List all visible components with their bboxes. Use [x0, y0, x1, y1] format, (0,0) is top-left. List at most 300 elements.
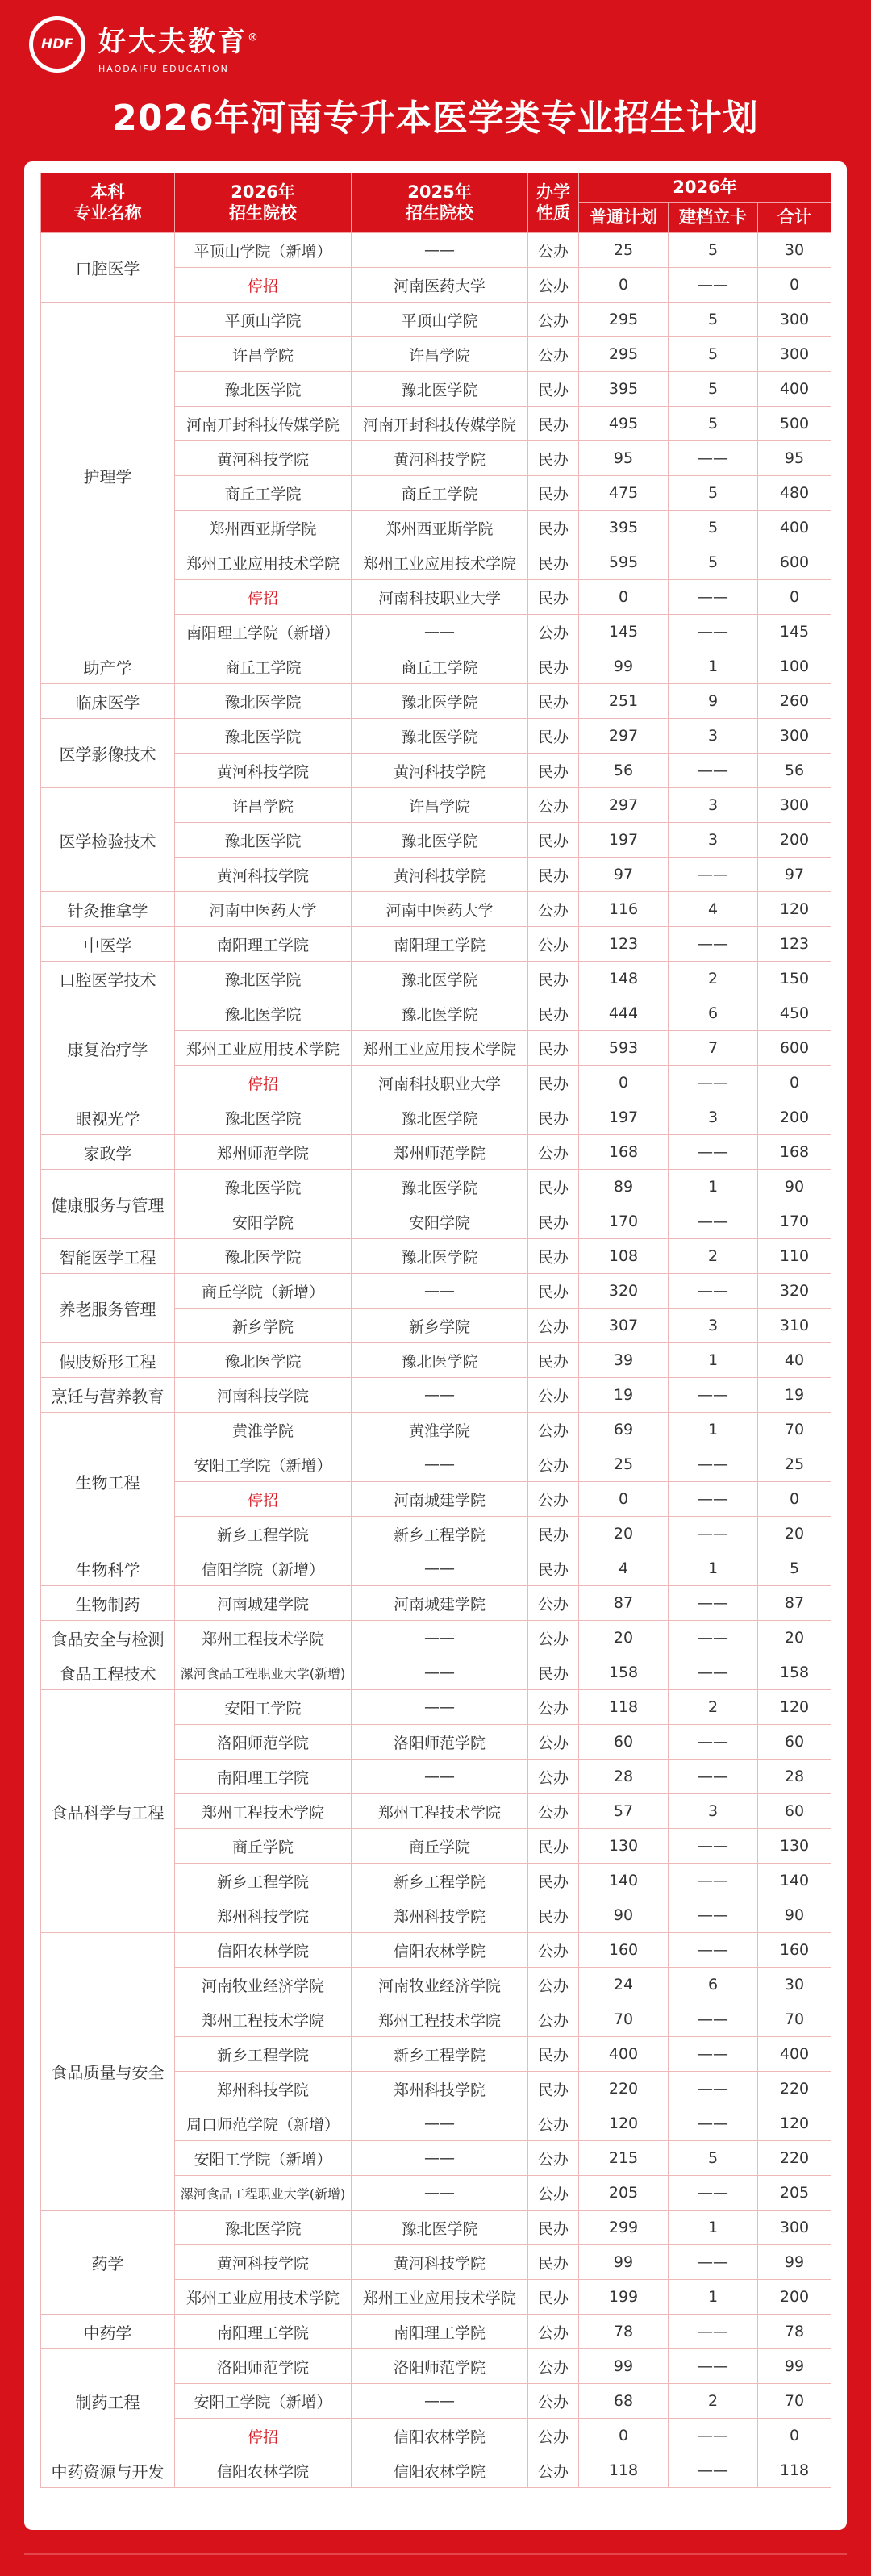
- cell-school-2025: 郑州西亚斯学院: [352, 511, 528, 545]
- cell-total: 200: [758, 823, 831, 858]
- cell-school-2025: ——: [352, 233, 528, 268]
- cell-major: 医学影像技术: [41, 719, 175, 788]
- cell-school-2026: 新乡学院: [175, 1309, 352, 1343]
- cell-jdlk: ——: [669, 1447, 758, 1482]
- cell-school-2026: 郑州工程技术学院: [175, 2002, 352, 2037]
- cell-plan: 205: [579, 2176, 669, 2211]
- cell-school-2026: 豫北医学院: [175, 719, 352, 754]
- cell-major: 中药资源与开发: [41, 2453, 175, 2488]
- cell-nature: 民办: [528, 1100, 579, 1135]
- cell-school-2026: 河南开封科技传媒学院: [175, 407, 352, 441]
- cell-total: 158: [758, 1655, 831, 1690]
- table-row: [41, 996, 831, 1031]
- cell-school-2026: 停招: [175, 268, 352, 303]
- cell-school-2025: ——: [352, 2384, 528, 2419]
- table-row: [41, 2453, 831, 2488]
- cell-total: 70: [758, 1413, 831, 1447]
- cell-school-2025: 豫北医学院: [352, 2211, 528, 2245]
- cell-school-2026: 停招: [175, 1066, 352, 1100]
- cell-school-2025: 黄河科技学院: [352, 2245, 528, 2280]
- header-school-2026-text: 2026年 招生院校: [229, 182, 297, 223]
- cell-total: 20: [758, 1517, 831, 1551]
- cell-nature: 民办: [528, 719, 579, 754]
- cell-total: 160: [758, 1933, 831, 1968]
- cell-total: 90: [758, 1898, 831, 1933]
- cell-major: 假肢矫形工程: [41, 1343, 175, 1378]
- cell-nature: 公办: [528, 2176, 579, 2211]
- cell-major: 智能医学工程: [41, 1239, 175, 1274]
- cell-jdlk: ——: [669, 2349, 758, 2384]
- cell-school-2025: 河南开封科技传媒学院: [352, 407, 528, 441]
- header-nature-text: 办学 性质: [536, 182, 570, 223]
- cell-jdlk: 5: [669, 372, 758, 407]
- cell-nature: 公办: [528, 1725, 579, 1760]
- cell-plan: 89: [579, 1170, 669, 1204]
- cell-school-2026: 商丘工学院: [175, 649, 352, 684]
- cell-school-2025: 河南科技职业大学: [352, 580, 528, 615]
- cell-nature: 民办: [528, 684, 579, 719]
- cell-school-2025: 新乡工程学院: [352, 2037, 528, 2072]
- table-row: [41, 1100, 831, 1135]
- cell-jdlk: ——: [669, 2106, 758, 2141]
- cell-plan: 168: [579, 1135, 669, 1170]
- cell-nature: 民办: [528, 1517, 579, 1551]
- cell-plan: 4: [579, 1551, 669, 1586]
- cell-jdlk: 2: [669, 1690, 758, 1725]
- cell-total: 95: [758, 441, 831, 476]
- cell-total: 300: [758, 303, 831, 337]
- cell-plan: 400: [579, 2037, 669, 2072]
- cell-total: 600: [758, 545, 831, 580]
- table-row: [41, 1586, 831, 1621]
- cell-nature: 民办: [528, 372, 579, 407]
- cell-school-2026: 豫北医学院: [175, 823, 352, 858]
- cell-total: 205: [758, 2176, 831, 2211]
- cell-nature: 公办: [528, 303, 579, 337]
- cell-total: 60: [758, 1794, 831, 1829]
- cell-nature: 公办: [528, 1309, 579, 1343]
- cell-major: 针灸推拿学: [41, 892, 175, 927]
- table-row: [41, 1621, 831, 1655]
- table-card: [24, 161, 847, 2530]
- cell-total: 0: [758, 580, 831, 615]
- cell-nature: 民办: [528, 545, 579, 580]
- cell-plan: 108: [579, 1239, 669, 1274]
- cell-school-2026: 许昌学院: [175, 337, 352, 372]
- cell-major: 生物科学: [41, 1551, 175, 1586]
- cell-nature: 民办: [528, 441, 579, 476]
- cell-plan: 444: [579, 996, 669, 1031]
- cell-major: 临床医学: [41, 684, 175, 719]
- table-row: [41, 1135, 831, 1170]
- header-group-2026: 2026年: [579, 173, 831, 203]
- cell-school-2026: 新乡工程学院: [175, 2037, 352, 2072]
- cell-total: 120: [758, 2106, 831, 2141]
- cell-jdlk: 1: [669, 2280, 758, 2315]
- cell-school-2026: 安阳工学院: [175, 1690, 352, 1725]
- cell-nature: 公办: [528, 892, 579, 927]
- cell-nature: 公办: [528, 1621, 579, 1655]
- cell-nature: 民办: [528, 823, 579, 858]
- cell-school-2025: ——: [352, 1655, 528, 1690]
- cell-school-2025: 河南牧业经济学院: [352, 1968, 528, 2002]
- cell-school-2025: ——: [352, 1760, 528, 1794]
- cell-total: 19: [758, 1378, 831, 1413]
- cell-school-2026: 新乡工程学院: [175, 1517, 352, 1551]
- cell-jdlk: ——: [669, 1864, 758, 1898]
- cell-jdlk: ——: [669, 1378, 758, 1413]
- cell-major: 生物制药: [41, 1586, 175, 1621]
- cell-jdlk: 1: [669, 2211, 758, 2245]
- cell-school-2025: 河南中医药大学: [352, 892, 528, 927]
- cell-school-2025: 安阳学院: [352, 1204, 528, 1239]
- cell-school-2026: 商丘工学院: [175, 476, 352, 511]
- cell-school-2025: 洛阳师范学院: [352, 1725, 528, 1760]
- cell-school-2025: 郑州工业应用技术学院: [352, 545, 528, 580]
- cell-school-2025: ——: [352, 1447, 528, 1482]
- cell-nature: 公办: [528, 788, 579, 823]
- cell-total: 0: [758, 1066, 831, 1100]
- cell-nature: 民办: [528, 407, 579, 441]
- cell-school-2026: 洛阳师范学院: [175, 2349, 352, 2384]
- cell-school-2025: 豫北医学院: [352, 684, 528, 719]
- cell-total: 30: [758, 1968, 831, 2002]
- cell-school-2025: 商丘工学院: [352, 649, 528, 684]
- cell-plan: 0: [579, 1482, 669, 1517]
- cell-nature: 公办: [528, 2141, 579, 2176]
- cell-total: 300: [758, 337, 831, 372]
- cell-school-2026: 漯河食品工程职业大学(新增): [175, 2176, 352, 2211]
- cell-school-2026: 郑州工业应用技术学院: [175, 2280, 352, 2315]
- cell-school-2026: 豫北医学院: [175, 996, 352, 1031]
- cell-jdlk: 5: [669, 303, 758, 337]
- cell-jdlk: ——: [669, 1135, 758, 1170]
- cell-plan: 475: [579, 476, 669, 511]
- header-nature: [528, 173, 579, 233]
- cell-school-2026: 河南科技学院: [175, 1378, 352, 1413]
- cell-jdlk: 3: [669, 1794, 758, 1829]
- cell-major: 护理学: [41, 303, 175, 649]
- cell-nature: 公办: [528, 2453, 579, 2488]
- cell-school-2026: 黄河科技学院: [175, 754, 352, 788]
- table-row: [41, 684, 831, 719]
- cell-jdlk: ——: [669, 2037, 758, 2072]
- cell-school-2026: 郑州工程技术学院: [175, 1794, 352, 1829]
- cell-nature: 公办: [528, 1794, 579, 1829]
- cell-jdlk: 1: [669, 1343, 758, 1378]
- footer-divider: [24, 2553, 847, 2555]
- cell-school-2025: 豫北医学院: [352, 1239, 528, 1274]
- cell-major: 健康服务与管理: [41, 1170, 175, 1239]
- cell-major: 助产学: [41, 649, 175, 684]
- cell-jdlk: 9: [669, 684, 758, 719]
- cell-school-2026: 郑州师范学院: [175, 1135, 352, 1170]
- cell-school-2026: 信阳农林学院: [175, 1933, 352, 1968]
- cell-school-2025: 河南医药大学: [352, 268, 528, 303]
- cell-jdlk: ——: [669, 1829, 758, 1864]
- cell-school-2026: 豫北医学院: [175, 1170, 352, 1204]
- cell-school-2026: 河南牧业经济学院: [175, 1968, 352, 2002]
- cell-major: 食品工程技术: [41, 1655, 175, 1690]
- cell-plan: 197: [579, 823, 669, 858]
- header: [0, 0, 871, 161]
- cell-jdlk: ——: [669, 441, 758, 476]
- cell-nature: 公办: [528, 2106, 579, 2141]
- table-body: [41, 233, 831, 2488]
- cell-jdlk: 3: [669, 719, 758, 754]
- cell-total: 0: [758, 1482, 831, 1517]
- cell-jdlk: 3: [669, 788, 758, 823]
- table-row: [41, 1551, 831, 1586]
- cell-plan: 95: [579, 441, 669, 476]
- cell-school-2026: 商丘学院（新增）: [175, 1274, 352, 1309]
- cell-plan: 116: [579, 892, 669, 927]
- cell-jdlk: 5: [669, 511, 758, 545]
- cell-major: 康复治疗学: [41, 996, 175, 1100]
- cell-school-2026: 黄淮学院: [175, 1413, 352, 1447]
- cell-school-2026: 黄河科技学院: [175, 441, 352, 476]
- table-row: [41, 1690, 831, 1725]
- cell-school-2025: 豫北医学院: [352, 1343, 528, 1378]
- cell-school-2026: 停招: [175, 1482, 352, 1517]
- cell-nature: 民办: [528, 1170, 579, 1204]
- cell-nature: 民办: [528, 476, 579, 511]
- cell-school-2026: 信阳学院（新增）: [175, 1551, 352, 1586]
- cell-school-2025: 郑州工程技术学院: [352, 2002, 528, 2037]
- cell-plan: 220: [579, 2072, 669, 2106]
- table-row: [41, 927, 831, 962]
- brand-en: HAODAIFU EDUCATION: [98, 64, 229, 74]
- cell-nature: 民办: [528, 1239, 579, 1274]
- cell-total: 300: [758, 2211, 831, 2245]
- cell-school-2025: 豫北医学院: [352, 1170, 528, 1204]
- cell-major: 中医学: [41, 927, 175, 962]
- cell-school-2026: 洛阳师范学院: [175, 1725, 352, 1760]
- table-row: [41, 2315, 831, 2349]
- cell-major: 食品质量与安全: [41, 1933, 175, 2211]
- cell-total: 20: [758, 1621, 831, 1655]
- cell-nature: 公办: [528, 2349, 579, 2384]
- cell-total: 600: [758, 1031, 831, 1066]
- cell-major: 医学检验技术: [41, 788, 175, 892]
- cell-plan: 395: [579, 511, 669, 545]
- cell-plan: 140: [579, 1864, 669, 1898]
- table-row: [41, 1274, 831, 1309]
- cell-school-2025: 黄淮学院: [352, 1413, 528, 1447]
- cell-school-2025: ——: [352, 1274, 528, 1309]
- cell-school-2025: 平顶山学院: [352, 303, 528, 337]
- cell-total: 30: [758, 233, 831, 268]
- cell-total: 260: [758, 684, 831, 719]
- cell-school-2025: 信阳农林学院: [352, 2419, 528, 2453]
- cell-school-2026: 豫北医学院: [175, 1239, 352, 1274]
- cell-school-2025: 豫北医学院: [352, 719, 528, 754]
- cell-school-2025: ——: [352, 1551, 528, 1586]
- table-row: [41, 719, 831, 754]
- cell-total: 78: [758, 2315, 831, 2349]
- header-jdlk: 建档立卡: [669, 203, 758, 233]
- cell-jdlk: 3: [669, 1100, 758, 1135]
- cell-plan: 118: [579, 2453, 669, 2488]
- table-header: [41, 173, 831, 233]
- cell-nature: 公办: [528, 2315, 579, 2349]
- cell-plan: 145: [579, 615, 669, 649]
- cell-plan: 99: [579, 649, 669, 684]
- cell-total: 400: [758, 372, 831, 407]
- cell-jdlk: 5: [669, 545, 758, 580]
- cell-jdlk: 2: [669, 2384, 758, 2419]
- cell-nature: 民办: [528, 1204, 579, 1239]
- cell-nature: 民办: [528, 1655, 579, 1690]
- brand-mark: ®: [248, 31, 260, 44]
- cell-school-2025: 黄河科技学院: [352, 858, 528, 892]
- cell-school-2025: 河南城建学院: [352, 1482, 528, 1517]
- cell-plan: 299: [579, 2211, 669, 2245]
- cell-school-2025: 郑州工程技术学院: [352, 1794, 528, 1829]
- table-row: [41, 1378, 831, 1413]
- cell-plan: 118: [579, 1690, 669, 1725]
- cell-jdlk: ——: [669, 858, 758, 892]
- cell-jdlk: ——: [669, 1066, 758, 1100]
- cell-nature: 民办: [528, 1864, 579, 1898]
- cell-plan: 593: [579, 1031, 669, 1066]
- cell-jdlk: 6: [669, 1968, 758, 2002]
- cell-jdlk: 6: [669, 996, 758, 1031]
- cell-school-2025: 河南城建学院: [352, 1586, 528, 1621]
- cell-plan: 20: [579, 1517, 669, 1551]
- cell-nature: 民办: [528, 2280, 579, 2315]
- cell-plan: 25: [579, 1447, 669, 1482]
- cell-jdlk: ——: [669, 1898, 758, 1933]
- cell-plan: 99: [579, 2349, 669, 2384]
- cell-school-2025: 商丘工学院: [352, 476, 528, 511]
- brand-name: 好大夫教育: [98, 26, 248, 58]
- cell-school-2026: 郑州工业应用技术学院: [175, 545, 352, 580]
- cell-jdlk: ——: [669, 927, 758, 962]
- cell-nature: 公办: [528, 2002, 579, 2037]
- cell-school-2025: 河南科技职业大学: [352, 1066, 528, 1100]
- cell-nature: 公办: [528, 337, 579, 372]
- cell-jdlk: ——: [669, 2002, 758, 2037]
- cell-nature: 公办: [528, 1586, 579, 1621]
- cell-total: 480: [758, 476, 831, 511]
- cell-jdlk: ——: [669, 1482, 758, 1517]
- brand: [98, 19, 260, 74]
- cell-total: 145: [758, 615, 831, 649]
- cell-jdlk: ——: [669, 1725, 758, 1760]
- cell-total: 168: [758, 1135, 831, 1170]
- cell-nature: 公办: [528, 1690, 579, 1725]
- cell-school-2025: 郑州师范学院: [352, 1135, 528, 1170]
- cell-school-2025: ——: [352, 1378, 528, 1413]
- table-row: [41, 1655, 831, 1690]
- cell-total: 90: [758, 1170, 831, 1204]
- table-row: [41, 1933, 831, 1968]
- cell-school-2026: 豫北医学院: [175, 962, 352, 996]
- cell-school-2025: 许昌学院: [352, 337, 528, 372]
- cell-jdlk: ——: [669, 1274, 758, 1309]
- cell-jdlk: 3: [669, 1309, 758, 1343]
- cell-plan: 70: [579, 2002, 669, 2037]
- cell-plan: 297: [579, 719, 669, 754]
- cell-plan: 19: [579, 1378, 669, 1413]
- cell-school-2025: 郑州工业应用技术学院: [352, 2280, 528, 2315]
- cell-school-2025: 豫北医学院: [352, 1100, 528, 1135]
- cell-plan: 123: [579, 927, 669, 962]
- cell-nature: 民办: [528, 858, 579, 892]
- cell-school-2026: 郑州工业应用技术学院: [175, 1031, 352, 1066]
- cell-school-2026: 豫北医学院: [175, 1343, 352, 1378]
- table-row: [41, 1343, 831, 1378]
- cell-nature: 公办: [528, 1482, 579, 1517]
- cell-jdlk: 5: [669, 407, 758, 441]
- cell-school-2025: 新乡工程学院: [352, 1864, 528, 1898]
- table-row: [41, 892, 831, 927]
- cell-total: 99: [758, 2245, 831, 2280]
- cell-total: 25: [758, 1447, 831, 1482]
- cell-total: 28: [758, 1760, 831, 1794]
- cell-nature: 公办: [528, 1760, 579, 1794]
- cell-jdlk: ——: [669, 2419, 758, 2453]
- table-row: [41, 1413, 831, 1447]
- cell-plan: 25: [579, 233, 669, 268]
- cell-nature: 民办: [528, 1343, 579, 1378]
- header-major-text: 本科 专业名称: [73, 182, 142, 223]
- cell-total: 310: [758, 1309, 831, 1343]
- cell-total: 150: [758, 962, 831, 996]
- cell-school-2026: 黄河科技学院: [175, 858, 352, 892]
- cell-major: 药学: [41, 2211, 175, 2315]
- cell-school-2025: 黄河科技学院: [352, 441, 528, 476]
- cell-nature: 公办: [528, 1447, 579, 1482]
- table-row: [41, 2211, 831, 2245]
- cell-total: 110: [758, 1239, 831, 1274]
- cell-nature: 民办: [528, 511, 579, 545]
- cell-school-2026: 豫北医学院: [175, 684, 352, 719]
- cell-jdlk: 1: [669, 1413, 758, 1447]
- cell-jdlk: 1: [669, 649, 758, 684]
- cell-nature: 公办: [528, 615, 579, 649]
- cell-plan: 0: [579, 580, 669, 615]
- cell-jdlk: ——: [669, 2315, 758, 2349]
- table-row: [41, 649, 831, 684]
- cell-jdlk: ——: [669, 1586, 758, 1621]
- cell-major: 食品科学与工程: [41, 1690, 175, 1933]
- cell-school-2025: 许昌学院: [352, 788, 528, 823]
- cell-nature: 民办: [528, 962, 579, 996]
- brand-logo: [29, 16, 85, 73]
- cell-jdlk: 3: [669, 823, 758, 858]
- cell-plan: 320: [579, 1274, 669, 1309]
- table-row: [41, 233, 831, 268]
- cell-plan: 0: [579, 268, 669, 303]
- cell-school-2026: 南阳理工学院: [175, 1760, 352, 1794]
- cell-school-2025: 郑州科技学院: [352, 2072, 528, 2106]
- cell-major: 中药学: [41, 2315, 175, 2349]
- cell-nature: 民办: [528, 1274, 579, 1309]
- cell-plan: 197: [579, 1100, 669, 1135]
- cell-school-2025: 豫北医学院: [352, 962, 528, 996]
- cell-major: 养老服务管理: [41, 1274, 175, 1343]
- cell-jdlk: ——: [669, 2072, 758, 2106]
- cell-school-2026: 安阳工学院（新增）: [175, 1447, 352, 1482]
- page-title: 2026年河南专升本医学类专业招生计划: [112, 98, 759, 139]
- cell-total: 5: [758, 1551, 831, 1586]
- cell-major: 眼视光学: [41, 1100, 175, 1135]
- cell-plan: 39: [579, 1343, 669, 1378]
- cell-jdlk: 4: [669, 892, 758, 927]
- cell-jdlk: 2: [669, 1239, 758, 1274]
